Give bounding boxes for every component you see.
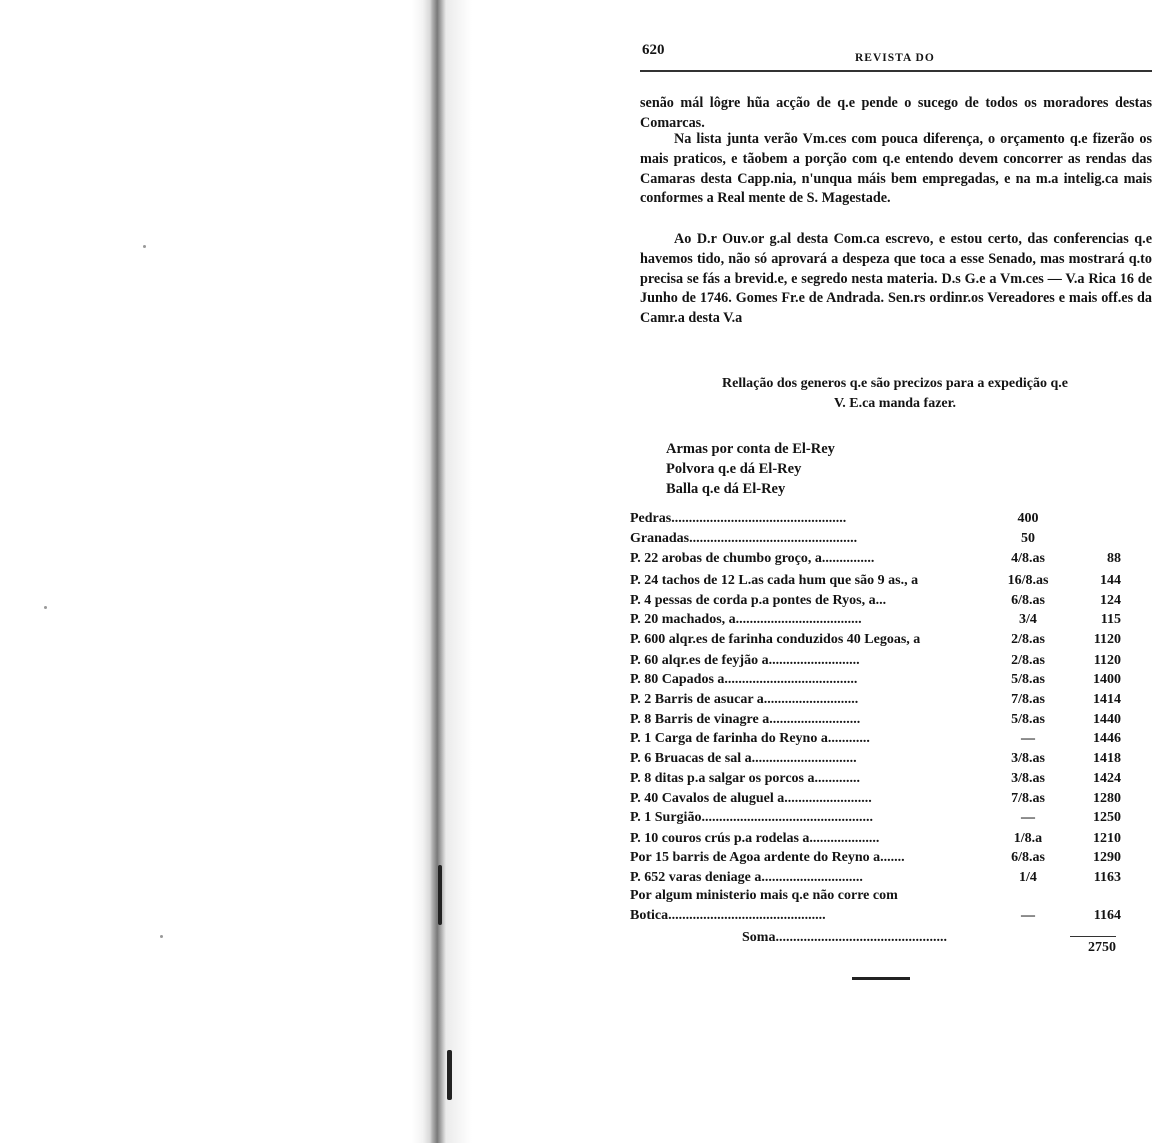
preliminary-line: Balla q.e dá El-Rey <box>666 481 786 497</box>
item-row <box>630 571 1120 591</box>
item-total: 1210 <box>1093 831 1121 846</box>
item-total: 124 <box>1100 593 1121 608</box>
item-row <box>630 729 1120 749</box>
item-total: 1120 <box>1093 632 1121 647</box>
item-total: 1290 <box>1093 850 1121 865</box>
item-description: Botica............................................. <box>630 908 826 923</box>
paper-speck <box>160 935 163 938</box>
item-price: 5/8.as <box>1011 672 1045 687</box>
item-description: Por 15 barris de Agoa ardente do Reyno a....... <box>630 850 905 865</box>
item-row <box>630 906 1120 926</box>
item-total: 1120 <box>1093 653 1121 668</box>
item-description: P. 4 pessas de corda p.a pontes de Ryos, a... <box>630 593 887 608</box>
running-head: REVISTA DO <box>855 52 935 64</box>
item-row <box>630 848 1120 868</box>
paper-speck <box>44 606 47 609</box>
item-description: P. 40 Cavalos de aluguel a......................... <box>630 791 872 806</box>
paragraph: Na lista junta verão Vm.ces com pouca diferença, o orçamento q.e fizerão os mais praticos, e tãobem a porção com q.e entendo devem concorrer as rendas das Camaras desta Capp.nia, n'unqua máis bem empregadas, e na m.a intelig.ca mais conformes a Real mente de S. Magestade. <box>640 131 1152 207</box>
item-price: 7/8.as <box>1011 791 1045 806</box>
gutter-ink-mark <box>447 1050 452 1100</box>
item-description: P. 2 Barris de asucar a........................... <box>630 692 859 707</box>
item-price: 3/8.as <box>1011 751 1045 766</box>
item-total: 1440 <box>1093 712 1121 727</box>
item-total: 88 <box>1107 551 1121 566</box>
item-price: 1/8.a <box>1013 831 1043 846</box>
item-row <box>630 808 1120 828</box>
item-row <box>630 630 1120 650</box>
paragraph: Ao D.r Ouv.or g.al desta Com.ca escrevo, e estou certo, das conferencias q.e havemos tido, não só aprovará a despeza que toca a esse Senado, mas mostrará q.to precisa se fás a brevid.e, e segredo nesta materia. D.s G.e a Vm.ces — V.a Rica 16 de Junho de 1746. Gomes Fr.e de Andrada. Sen.rs ordinr.os Vereadores e mais off.es da Camr.a desta V.a <box>640 231 1152 327</box>
soma-total: 2750 <box>1088 940 1116 955</box>
item-row <box>630 789 1120 809</box>
preliminary-line: Armas por conta de El-Rey <box>666 441 835 457</box>
gutter-shadow <box>430 0 446 1143</box>
item-price: 4/8.as <box>1011 551 1045 566</box>
item-row <box>630 549 1120 569</box>
item-description: Granadas................................................ <box>630 531 858 546</box>
item-description: P. 1 Surgião................................................. <box>630 810 873 825</box>
item-description: Por algum ministerio mais q.e não corre com <box>630 888 898 903</box>
item-description: P. 1 Carga de farinha do Reyno a............ <box>630 731 870 746</box>
item-total: 1414 <box>1093 692 1121 707</box>
item-price: 2/8.as <box>1011 653 1045 668</box>
item-row <box>630 651 1120 671</box>
item-row <box>630 610 1120 630</box>
item-total: 1400 <box>1093 672 1121 687</box>
item-price: 6/8.as <box>1011 850 1045 865</box>
item-price: — <box>1021 908 1035 923</box>
paragraph: senão mál lôgre hũa acção de q.e pende o sucego de todos os moradores destas Comarcas. <box>640 95 1152 131</box>
preliminary-line: Polvora q.e dá El-Rey <box>666 461 802 477</box>
item-description: P. 8 Barris de vinagre a.......................... <box>630 712 861 727</box>
item-description: P. 22 arobas de chumbo groço, a............... <box>630 551 875 566</box>
item-price: 3/8.as <box>1011 771 1045 786</box>
item-description: P. 10 couros crús p.a rodelas a.................... <box>630 831 880 846</box>
item-price: 7/8.as <box>1011 692 1045 707</box>
item-row <box>630 710 1120 730</box>
item-description: P. 8 ditas p.a salgar os porcos a............. <box>630 771 860 786</box>
item-row <box>630 529 1120 549</box>
item-price: — <box>1021 731 1035 746</box>
soma-label: Soma................................................. <box>742 930 947 945</box>
item-total: 1424 <box>1093 771 1121 786</box>
item-price: 16/8.as <box>1007 573 1049 588</box>
page-number: 620 <box>642 42 665 58</box>
item-row <box>630 749 1120 769</box>
item-description: P. 6 Bruacas de sal a.............................. <box>630 751 857 766</box>
item-total: 1446 <box>1093 731 1121 746</box>
item-row <box>630 690 1120 710</box>
item-row <box>630 670 1120 690</box>
item-price: 3/4 <box>1019 612 1037 627</box>
item-total: 1280 <box>1093 791 1121 806</box>
relation-title <box>640 374 1150 414</box>
item-total: 1164 <box>1093 908 1121 923</box>
item-row <box>630 769 1120 789</box>
item-description: P. 20 machados, a.................................... <box>630 612 862 627</box>
item-price: 1/4 <box>1019 870 1037 885</box>
item-row <box>630 886 1120 906</box>
item-price: 2/8.as <box>1011 632 1045 647</box>
item-description: P. 80 Capados a...................................... <box>630 672 858 687</box>
item-description: P. 600 alqr.es de farinha conduzidos 40 Legoas, a <box>630 632 921 647</box>
item-price: 6/8.as <box>1011 593 1045 608</box>
soma-rule <box>1070 936 1116 937</box>
paper-speck <box>143 245 146 248</box>
gutter-ink-mark <box>438 865 442 925</box>
page-header <box>640 40 1152 72</box>
item-total: 1163 <box>1093 870 1121 885</box>
end-rule <box>852 977 910 980</box>
relation-title-line: V. E.ca manda fazer. <box>833 396 957 411</box>
item-price: 400 <box>1017 511 1039 526</box>
item-price: — <box>1021 810 1035 825</box>
item-row <box>630 509 1120 529</box>
item-row <box>630 591 1120 611</box>
item-total: 144 <box>1100 573 1121 588</box>
item-description: Pedras.................................................. <box>630 511 847 526</box>
item-description: P. 60 alqr.es de feyjão a.......................... <box>630 653 860 668</box>
item-row <box>630 868 1120 888</box>
item-price: 5/8.as <box>1011 712 1045 727</box>
item-description: P. 24 tachos de 12 L.as cada hum que são 9 as., a <box>630 573 919 588</box>
item-total: 1418 <box>1093 751 1121 766</box>
relation-title-line: Rellação dos generos q.e são precizos para a expedição q.e <box>722 376 1068 391</box>
item-row <box>630 829 1120 849</box>
item-price: 50 <box>1021 531 1035 546</box>
item-total: 1250 <box>1093 810 1121 825</box>
item-total: 115 <box>1100 612 1121 627</box>
item-description: P. 652 varas deniage a............................. <box>630 870 863 885</box>
